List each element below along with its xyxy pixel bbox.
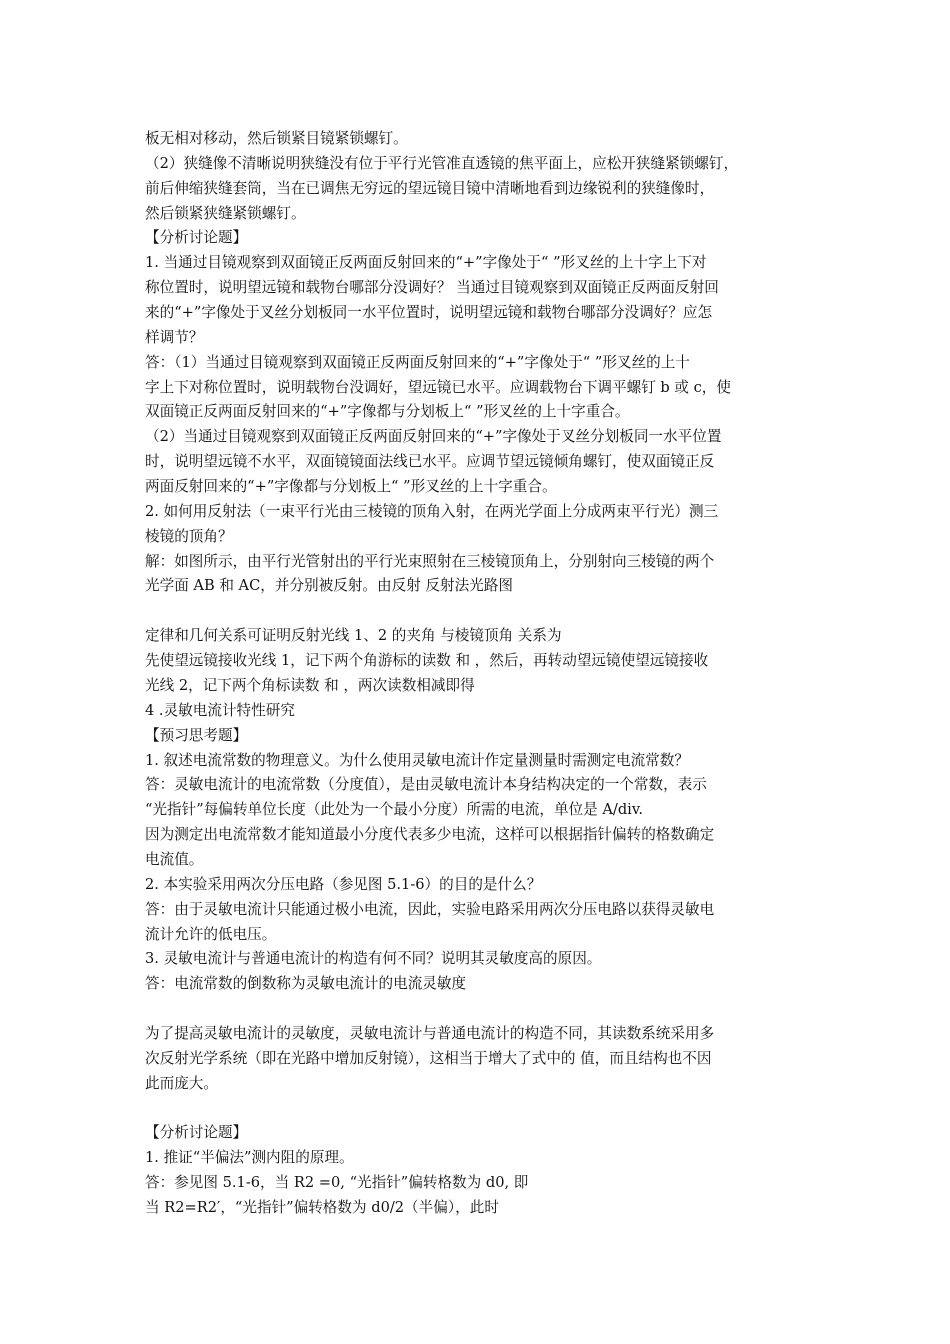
text-line: 2. 如何用反射法（一束平行光由三棱镜的顶角入射，在两光学面上分成两束平行光）测三: [145, 502, 719, 520]
text-line: 电流值。: [145, 850, 204, 868]
text-line: 答：灵敏电流计的电流常数（分度值），是由灵敏电流计本身结构决定的一个常数，表示: [145, 776, 707, 794]
text-line: （2）狭缝像不清晰说明狭缝没有位于平行光管准直透镜的焦平面上，应松开狭缝紧锁螺钉，: [145, 154, 739, 172]
text-line: 样调节？: [145, 328, 204, 346]
text-line: 1. 推证“半偏法”测内阻的原理。: [145, 1149, 354, 1167]
text-line: 因为测定出电流常数才能知道最小分度代表多少电流，这样可以根据指针偏转的格数确定: [145, 826, 715, 844]
text-line: 2. 本实验采用两次分压电路（参见图 5.1-6）的目的是什么？: [145, 875, 542, 893]
text-line: 答：（1）当通过目镜观察到双面镜正反两面反射回来的“+”字像处于“ ”形叉丝的上十: [145, 353, 690, 371]
text-line: 先使望远镜接收光线 1，记下两个角游标的读数 和 ，然后，再转动望远镜使望远镜接收: [145, 652, 709, 670]
text-line: 字上下对称位置时，说明载物台没调好，望远镜已水平。应调载物台下调平螺钉 b 或 c，使: [145, 378, 731, 396]
text-line: 为了提高灵敏电流计的灵敏度，灵敏电流计与普通电流计的构造不同，其读数系统采用多: [145, 1024, 715, 1042]
text-line: 光线 2，记下两个角标读数 和 ，两次读数相减即得: [145, 676, 475, 694]
text-line: 前后伸缩狭缝套筒，当在已调焦无穷远的望远镜目镜中清晰地看到边缘锐利的狭缝像时，: [145, 179, 715, 197]
text-line: 然后锁紧狭缝紧锁螺钉。: [145, 204, 306, 222]
text-line: 【预习思考题】: [145, 726, 248, 744]
text-line: 解：如图所示，由平行光管射出的平行光束照射在三棱镜顶角上，分别射向三棱镜的两个: [145, 552, 715, 570]
text-line: 时，说明望远镜不水平，双面镜镜面法线已水平。应调节望远镜倾角螺钉，使双面镜正反: [145, 453, 715, 471]
text-line: 1. 当通过目镜观察到双面镜正反两面反射回来的“+”字像处于“ ”形叉丝的上十字上下对: [145, 254, 707, 272]
text-line: 光学面 AB 和 AC，并分别被反射。由反射 反射法光路图: [145, 577, 513, 595]
text-line: 定律和几何关系可证明反射光线 1、2 的夹角 与棱镜顶角 关系为: [145, 627, 562, 645]
text-line: 4 .灵敏电流计特性研究: [145, 701, 295, 719]
text-line: 称位置时，说明望远镜和载物台哪部分没调好？ 当通过目镜观察到双面镜正反两面反射回: [145, 279, 719, 297]
text-line: 次反射光学系统（即在光路中增加反射镜），这相当于增大了式中的 值，而且结构也不因: [145, 1049, 712, 1067]
text-line: 棱镜的顶角？: [145, 527, 233, 545]
text-line: 【分析讨论题】: [145, 1124, 248, 1142]
text-line: 答：由于灵敏电流计只能通过极小电流，因此，实验电路采用两次分压电路以获得灵敏电: [145, 900, 715, 918]
text-line: 流计允许的低电压。: [145, 925, 277, 943]
text-line: 1. 叙述电流常数的物理意义。为什么使用灵敏电流计作定量测量时需测定电流常数？: [145, 751, 689, 769]
text-line: 【分析讨论题】: [145, 229, 248, 247]
text-line: 双面镜正反两面反射回来的“+”字像都与分划板上“ ”形叉丝的上十字重合。: [145, 403, 630, 421]
text-line: [145, 599, 815, 623]
text-line: “光指针”每偏转单位长度（此处为一个最小分度）所需的电流，单位是 A/div.: [145, 801, 643, 819]
text-line: 来的“+”字像处于叉丝分划板同一水平位置时，说明望远镜和载物台哪部分没调好？应怎: [145, 304, 713, 322]
text-line: [145, 1097, 815, 1121]
text-line: 当 R2=R2′，“光指针”偏转格数为 d0/2（半偏），此时: [145, 1198, 499, 1216]
text-line: 板无相对移动，然后锁紧目镜紧锁螺钉。: [145, 130, 408, 147]
text-line: [145, 997, 815, 1021]
text-line: 答：电流常数的倒数称为灵敏电流计的电流灵敏度: [145, 975, 467, 993]
text-line: 3. 灵敏电流计与普通电流计的构造有何不同？说明其灵敏度高的原因。: [145, 950, 602, 968]
text-line: 此而庞大。: [145, 1074, 218, 1092]
text-line: （2）当通过目镜观察到双面镜正反两面反射回来的“+”字像处于叉丝分划板同一水平位置: [145, 428, 722, 446]
text-line: 答：参见图 5.1-6，当 R2 =0, “光指针”偏转格数为 d0, 即: [145, 1174, 529, 1192]
text-line: 两面反射回来的“+”字像都与分划板上“ ”形叉丝的上十字重合。: [145, 478, 557, 496]
